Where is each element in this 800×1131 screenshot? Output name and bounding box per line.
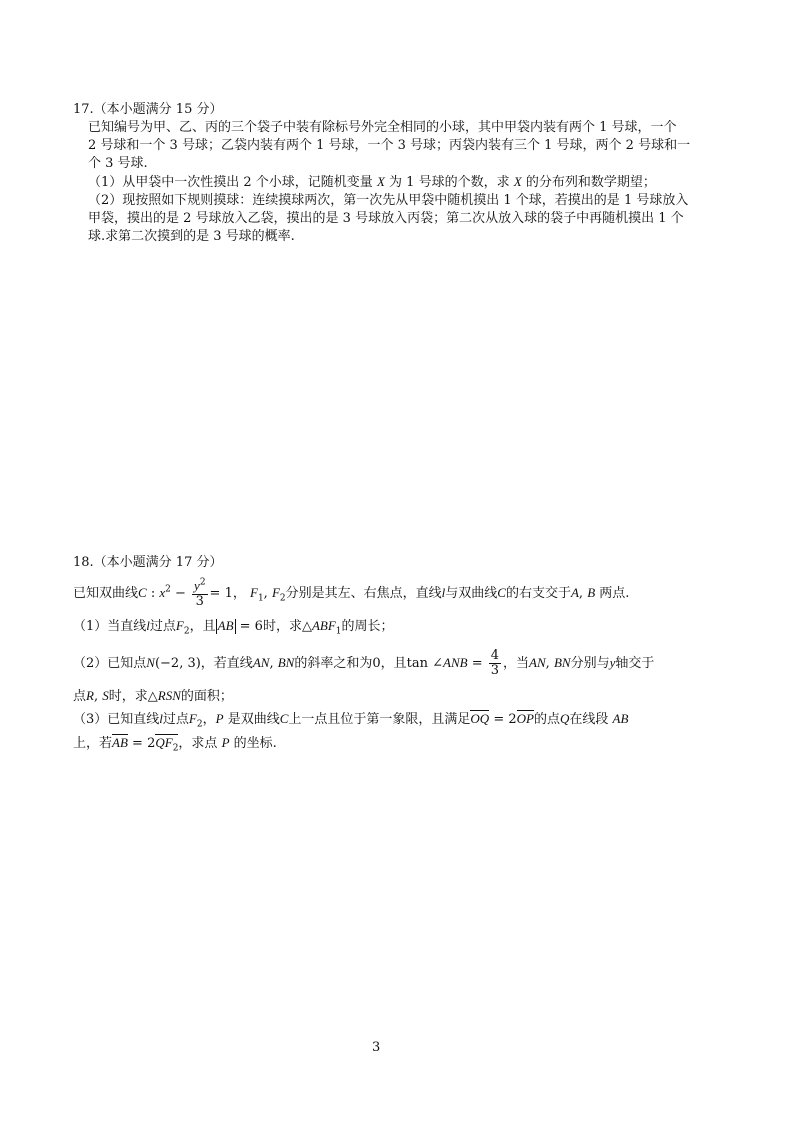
- q18-stem: 已知双曲线C : $x^2$ − $\frac{y^2}{3}$ = 1， $F_1$, $F_2$分别是其左、右焦点，直线l与双曲线C的右支交于A, B 两点.: [73, 577, 630, 609]
- q18-part2-line-2: 点R, S时，求△RSN的面积；: [73, 688, 233, 704]
- q17-header: 17.（本小题满分 15 分）: [73, 102, 223, 117]
- q18-part3-line-1: （3）已知直线l过点$F_2$，P 是双曲线C上一点且位于第一象限，且满足OQ = 2OP的点Q在线段 AB: [73, 711, 629, 730]
- q18-part1: （1）当直线l过点$F_2$，且 AB = 6时，求$\triangle ABF_1$的周长；: [73, 618, 394, 637]
- q18-header: 18.（本小题满分 17 分）: [73, 555, 223, 570]
- q17-stem-line-2: 2 号球和一个 3 号球；乙袋内装有两个 1 号球，一个 3 号球；丙袋内装有三个 1 号球，两个 2 号球和一: [88, 138, 691, 153]
- q17-part2-line-3: 球.求第二次摸到的是 3 号球的概率.: [88, 229, 295, 244]
- q17-part2-line-1: （2）现按照如下规则摸球：连续摸球两次，第一次先从甲袋中随机摸出 1 个球，若摸出的是 1 号球放入: [88, 193, 689, 208]
- q17-part2-line-2: 甲袋，摸出的是 2 号球放入乙袋，摸出的是 3 号球放入丙袋；第二次从放入球的袋子中再随机摸出 1 个: [88, 211, 684, 226]
- q17-part1: （1）从甲袋中一次性摸出 2 个小球，记随机变量 X 为 1 号球的个数，求 X 的分布列和数学期望；: [88, 174, 656, 190]
- page-number: 3: [372, 1040, 381, 1055]
- q18-part3-line-2: 上，若AB = $2QF_2$，求点 P 的坐标.: [73, 735, 277, 754]
- q17-stem-line-1: 已知编号为甲、乙、丙的三个袋子中装有除标号外完全相同的小球，其中甲袋内装有两个 1 号球，一个: [88, 120, 677, 135]
- q18-part2-line-1: （2）已知点N(−2, 3)，若直线AN, BN的斜率之和为0，且tan ∠ANB = $\frac{4}{3}$ ，当AN, BN分别与y轴交于: [73, 648, 655, 678]
- q17-stem-line-3: 个 3 号球.: [88, 156, 148, 171]
